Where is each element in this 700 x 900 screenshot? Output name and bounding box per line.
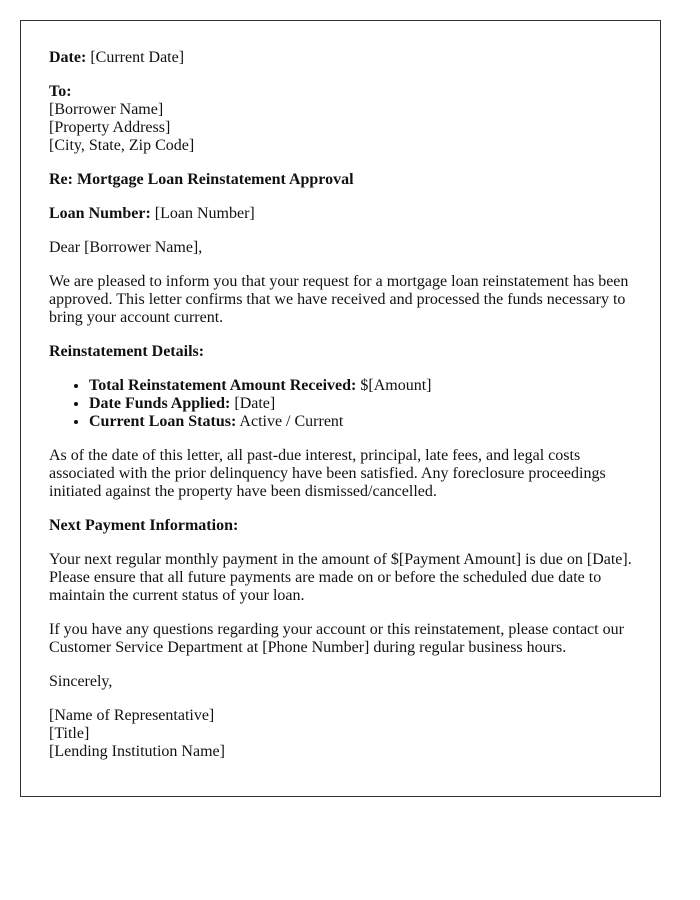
date-label: Date: (49, 49, 87, 66)
recipient-block (49, 83, 632, 155)
signature-title: [Title] (49, 725, 90, 742)
detail-label: Total Reinstatement Amount Received: (89, 377, 357, 394)
letter-document (20, 20, 661, 797)
detail-label: Date Funds Applied: (89, 395, 231, 412)
detail-label: Current Loan Status: (89, 413, 237, 430)
next-payment-heading-text: Next Payment Information: (49, 517, 239, 534)
next-payment-heading (49, 517, 632, 535)
list-item (89, 413, 632, 431)
detail-value: [Date] (234, 395, 276, 412)
list-item (89, 395, 632, 413)
details-heading (49, 343, 632, 361)
subject-line (49, 171, 632, 189)
satisfied-paragraph: As of the date of this letter, all past-due interest, principal, late fees, and legal costs associated with the prior delinquency have been satisfied. Any foreclosure proceedings initiated against the property have been dismissed/cancelled. (49, 447, 606, 500)
detail-value: Active / Current (239, 413, 344, 430)
reinstatement-details-list (49, 377, 632, 431)
loan-number-line (49, 205, 632, 223)
detail-value: $[Amount] (360, 377, 432, 394)
recipient-city-state-zip: [City, State, Zip Code] (49, 137, 195, 154)
recipient-name: [Borrower Name] (49, 101, 164, 118)
recipient-property-address: [Property Address] (49, 119, 171, 136)
signature-name: [Name of Representative] (49, 707, 215, 724)
date-line (49, 49, 632, 67)
subject-text: Re: Mortgage Loan Reinstatement Approval (49, 171, 354, 188)
intro-paragraph: We are pleased to inform you that your request for a mortgage loan reinstatement has been approved. This letter confirms that we have received and processed the funds necessary to bring your account current. (49, 273, 629, 326)
signature-institution: [Lending Institution Name] (49, 743, 225, 760)
loan-number-value: [Loan Number] (154, 205, 255, 222)
list-item (89, 377, 632, 395)
recipient-label: To: (49, 83, 72, 100)
salutation: Dear [Borrower Name], (49, 239, 203, 256)
closing: Sincerely, (49, 673, 113, 690)
loan-number-label: Loan Number: (49, 205, 151, 222)
signature-block (49, 707, 632, 761)
date-value: [Current Date] (90, 49, 185, 66)
details-heading-text: Reinstatement Details: (49, 343, 205, 360)
next-payment-paragraph: Your next regular monthly payment in the amount of $[Payment Amount] is due on [Date]. Please ensure that all future payments are made on or before the scheduled due date to maintain the current status of your loan. (49, 551, 632, 604)
contact-paragraph: If you have any questions regarding your account or this reinstatement, please contact our Customer Service Department at [Phone Number] during regular business hours. (49, 621, 624, 656)
